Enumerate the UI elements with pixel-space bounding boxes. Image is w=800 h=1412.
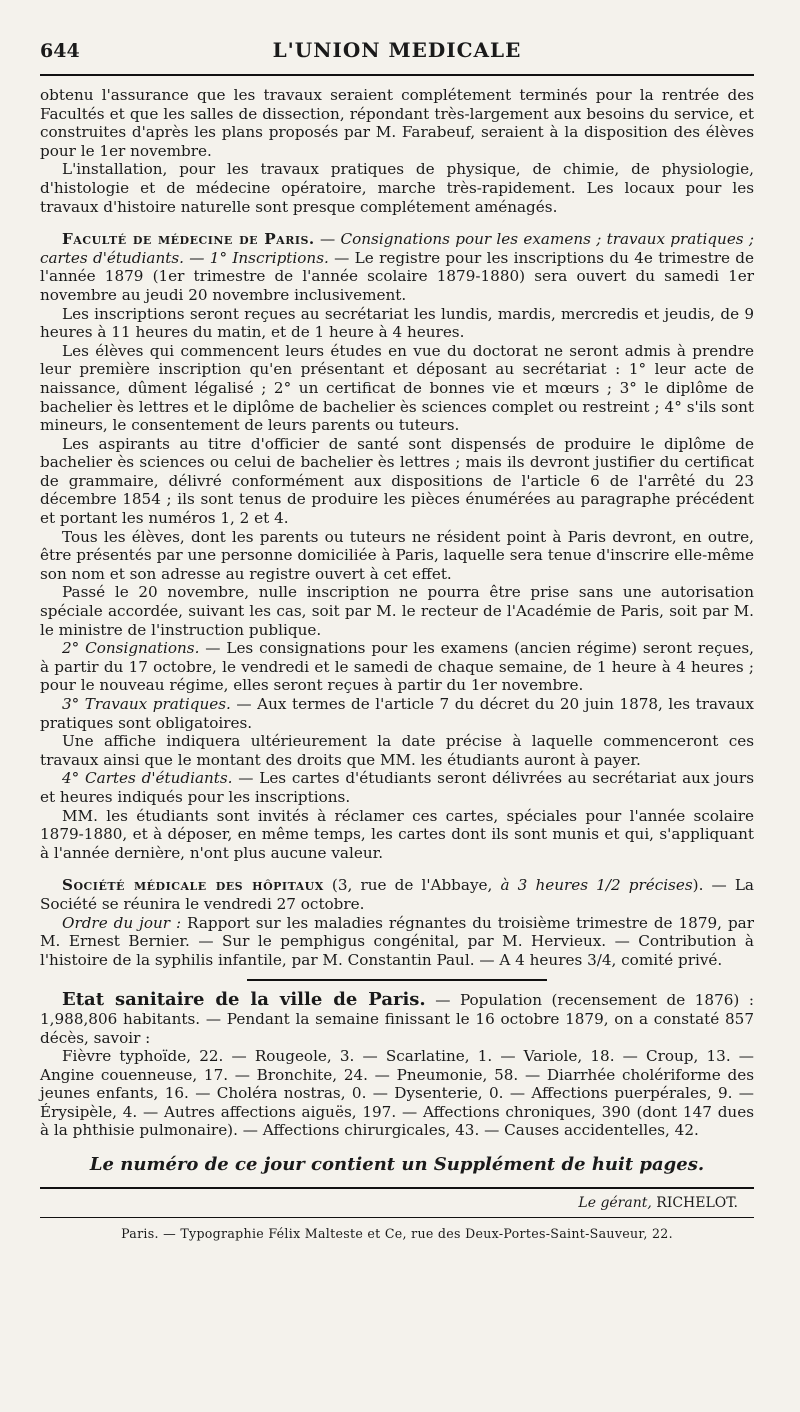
paragraph-mm: MM. les étudiants sont invités à réclamer ces cartes, spéciales pour l'année scolaire 1879-1880, et à déposer, en même temps, les cartes dont ils sont munis et qui, s'appliquant à l'année dernière, n'ont plus aucune valeur. xyxy=(40,806,754,862)
faculte-section xyxy=(40,230,754,862)
consignations-label: 2° Consignations. xyxy=(62,639,200,658)
paragraph-aspirants: Les aspirants au titre d'officier de santé sont dispensés de produire le diplôme de bachelier ès sciences ou celui de bachelier ès lettres ; mais ils devront justifier du certificat de grammaire, délivré conformément aux dispositions de l'article 6 de l'arrêté du 23 décembre 1854 ; ils sont tenus de produire les pièces énumérées au paragraphe précédent et portant les numéros 1, 2 et 4. xyxy=(40,434,754,528)
etat-text-1: — Population (recensement de 1876) : 1,988,806 habitants. — Pendant la semaine finissant le 16 octobre 1879, on a constaté 857 décès, savoir : xyxy=(40,991,754,1047)
intro-section xyxy=(40,86,754,216)
paragraph-passe: Passé le 20 novembre, nulle inscription ne pourra être prise sans une autorisation spéciale accordée, suivant les cas, soit par M. le recteur de l'Académie de Paris, soit par M. le ministre de l'instruction publique. xyxy=(40,583,754,639)
societe-rest: ). — La Société se réunira le vendredi 27 octobre. xyxy=(40,876,754,913)
header-rule xyxy=(40,74,754,76)
inscriptions-label: — 1° Inscriptions. xyxy=(183,248,329,267)
footer-rule-thick xyxy=(40,1187,754,1189)
paragraph-consignations xyxy=(40,639,754,695)
printer-imprint: Paris. — Typographie Félix Malteste et Ce, rue des Deux-Portes-Saint-Sauveur, 22. xyxy=(121,1226,673,1242)
societe-intro xyxy=(40,876,754,913)
etat-title: Etat sanitaire de la ville de Paris. xyxy=(62,989,426,1011)
running-title: L'UNION MEDICALE xyxy=(272,38,522,62)
ordre-label: Ordre du jour : xyxy=(62,913,182,932)
gerant-label: Le gérant, xyxy=(578,1195,652,1212)
faculte-heading-sep: — xyxy=(314,230,341,249)
paragraph-cartes xyxy=(40,769,754,806)
intro-paragraph-2: L'installation, pour les travaux pratiques de physique, de chimie, de physiologie, d'histologie et de médecine opératoire, marche très-rapidement. Les locaux pour les travaux d'histoire naturelle sont presque complétement aménagés. xyxy=(40,160,754,216)
consignations-text: — Les consignations pour les examens (ancien régime) seront reçues, à partir du 17 octobre, le vendredi et le samedi de chaque semaine, de 1 heure à 4 heures ; pour le nouveau régime, elles seront reçues à partir du 1er novembre. xyxy=(40,639,754,695)
intro-paragraph-1: obtenu l'assurance que les travaux seraient complétement terminés pour la rentrée des Facultés et que les salles de dissection, répondant très-largement aux besoins du service, et construites d'après les plans proposés par M. Farabeuf, seraient à la disposition des élèves pour le 1er novembre. xyxy=(40,86,754,160)
ordre-text: Rapport sur les maladies régnantes du troisième trimestre de 1879, par M. Ernest Bernier. — Sur le pemphigus congénital, par M. Hervieux. — Contribution à l'histoire de la syphilis infantile, par M. Constantin Paul. — A 4 heures 3/4, comité privé. xyxy=(40,913,754,969)
supplement-notice: Le numéro de ce jour contient un Supplément de huit pages. xyxy=(89,1154,705,1176)
societe-heading: Société médicale des hôpitaux xyxy=(62,876,324,895)
page-number: 644 xyxy=(40,40,80,62)
gerant-name: RICHELOT. xyxy=(651,1195,738,1212)
paragraph-travaux xyxy=(40,695,754,732)
paragraph-eleves: Les élèves qui commencent leurs études en vue du doctorat ne seront admis à prendre leur première inscription qu'en présentant et déposant au secrétariat : 1° leur acte de naissance, dûment légalisé ; 2° un certificat de bonnes vie et mœurs ; 3° le diplôme de bachelier ès lettres et le diplôme de bachelier ès sciences complet ou restreint ; 4° s'ils sont mineurs, le consentement de leurs parents ou tuteurs. xyxy=(40,341,754,435)
cartes-label: 4° Cartes d'étudiants. xyxy=(62,769,233,788)
footer-rule-thin xyxy=(40,1217,754,1218)
societe-section xyxy=(40,876,754,969)
faculte-heading: Faculté de médecine de Paris. xyxy=(62,230,315,249)
paragraph-affiche: Une affiche indiquera ultérieurement la date précise à laquelle commenceront ces travaux ainsi que le montant des droits que MM. les étudiants auront à payer. xyxy=(40,732,754,769)
etat-intro xyxy=(40,991,754,1047)
travaux-text: — Aux termes de l'article 7 du décret du 20 juin 1878, les travaux pratiques sont obligatoires. xyxy=(40,695,755,732)
societe-address: (3, rue de l'Abbaye, xyxy=(323,876,501,895)
etat-section xyxy=(40,991,754,1140)
travaux-label: 3° Travaux pratiques. xyxy=(62,695,231,713)
cartes-text: — Les cartes d'étudiants seront délivrées au secrétariat aux jours et heures indiqués pour les inscriptions. xyxy=(40,769,754,806)
etat-causes: Fièvre typhoïde, 22. — Rougeole, 3. — Scarlatine, 1. — Variole, 18. — Croup, 13. — Angine couenneuse, 17. — Bronchite, 24. — Pneumonie, 58. — Diarrhée cholériforme des jeunes enfants, 16. — Choléra nostras, 0. — Dysenterie, 0. — Affections puerpérales, 9. — Érysipèle, 4. — Autres affections aiguës, 197. — Affections chroniques, 390 (dont 147 dues à la phthisie pulmonaire). — Affections chirurgicales, 43. — Causes accidentelles, 42. xyxy=(40,1047,754,1140)
section-divider xyxy=(247,979,547,981)
paragraph-recues: Les inscriptions seront reçues au secrétariat les lundis, mardis, mercredis et jeudis, de 9 heures à 11 heures du matin, et de 1 heure à 4 heures. xyxy=(40,304,754,342)
ordre-du-jour xyxy=(40,914,754,970)
inscriptions-text: — Le registre pour les inscriptions du 4e trimestre de l'année 1879 (1er trimestre de l'année scolaire 1879-1880) sera ouvert du samedi 1er novembre au jeudi 20 novembre inclusivement. xyxy=(40,248,754,304)
page-header xyxy=(40,38,754,68)
faculte-subheading: Consignations pour les examens ; travaux pratiques ; cartes d'étudiants. xyxy=(40,230,755,267)
faculte-intro xyxy=(40,230,754,304)
paragraph-tous: Tous les élèves, dont les parents ou tuteurs ne résident point à Paris devront, en outre, être présentés par une personne domiciliée à Paris, laquelle sera tenue d'inscrire elle-même son nom et son adresse au registre ouvert à cet effet. xyxy=(40,527,754,583)
gerant-line xyxy=(40,1195,754,1211)
societe-time: à 3 heures 1/2 précises xyxy=(500,876,693,895)
